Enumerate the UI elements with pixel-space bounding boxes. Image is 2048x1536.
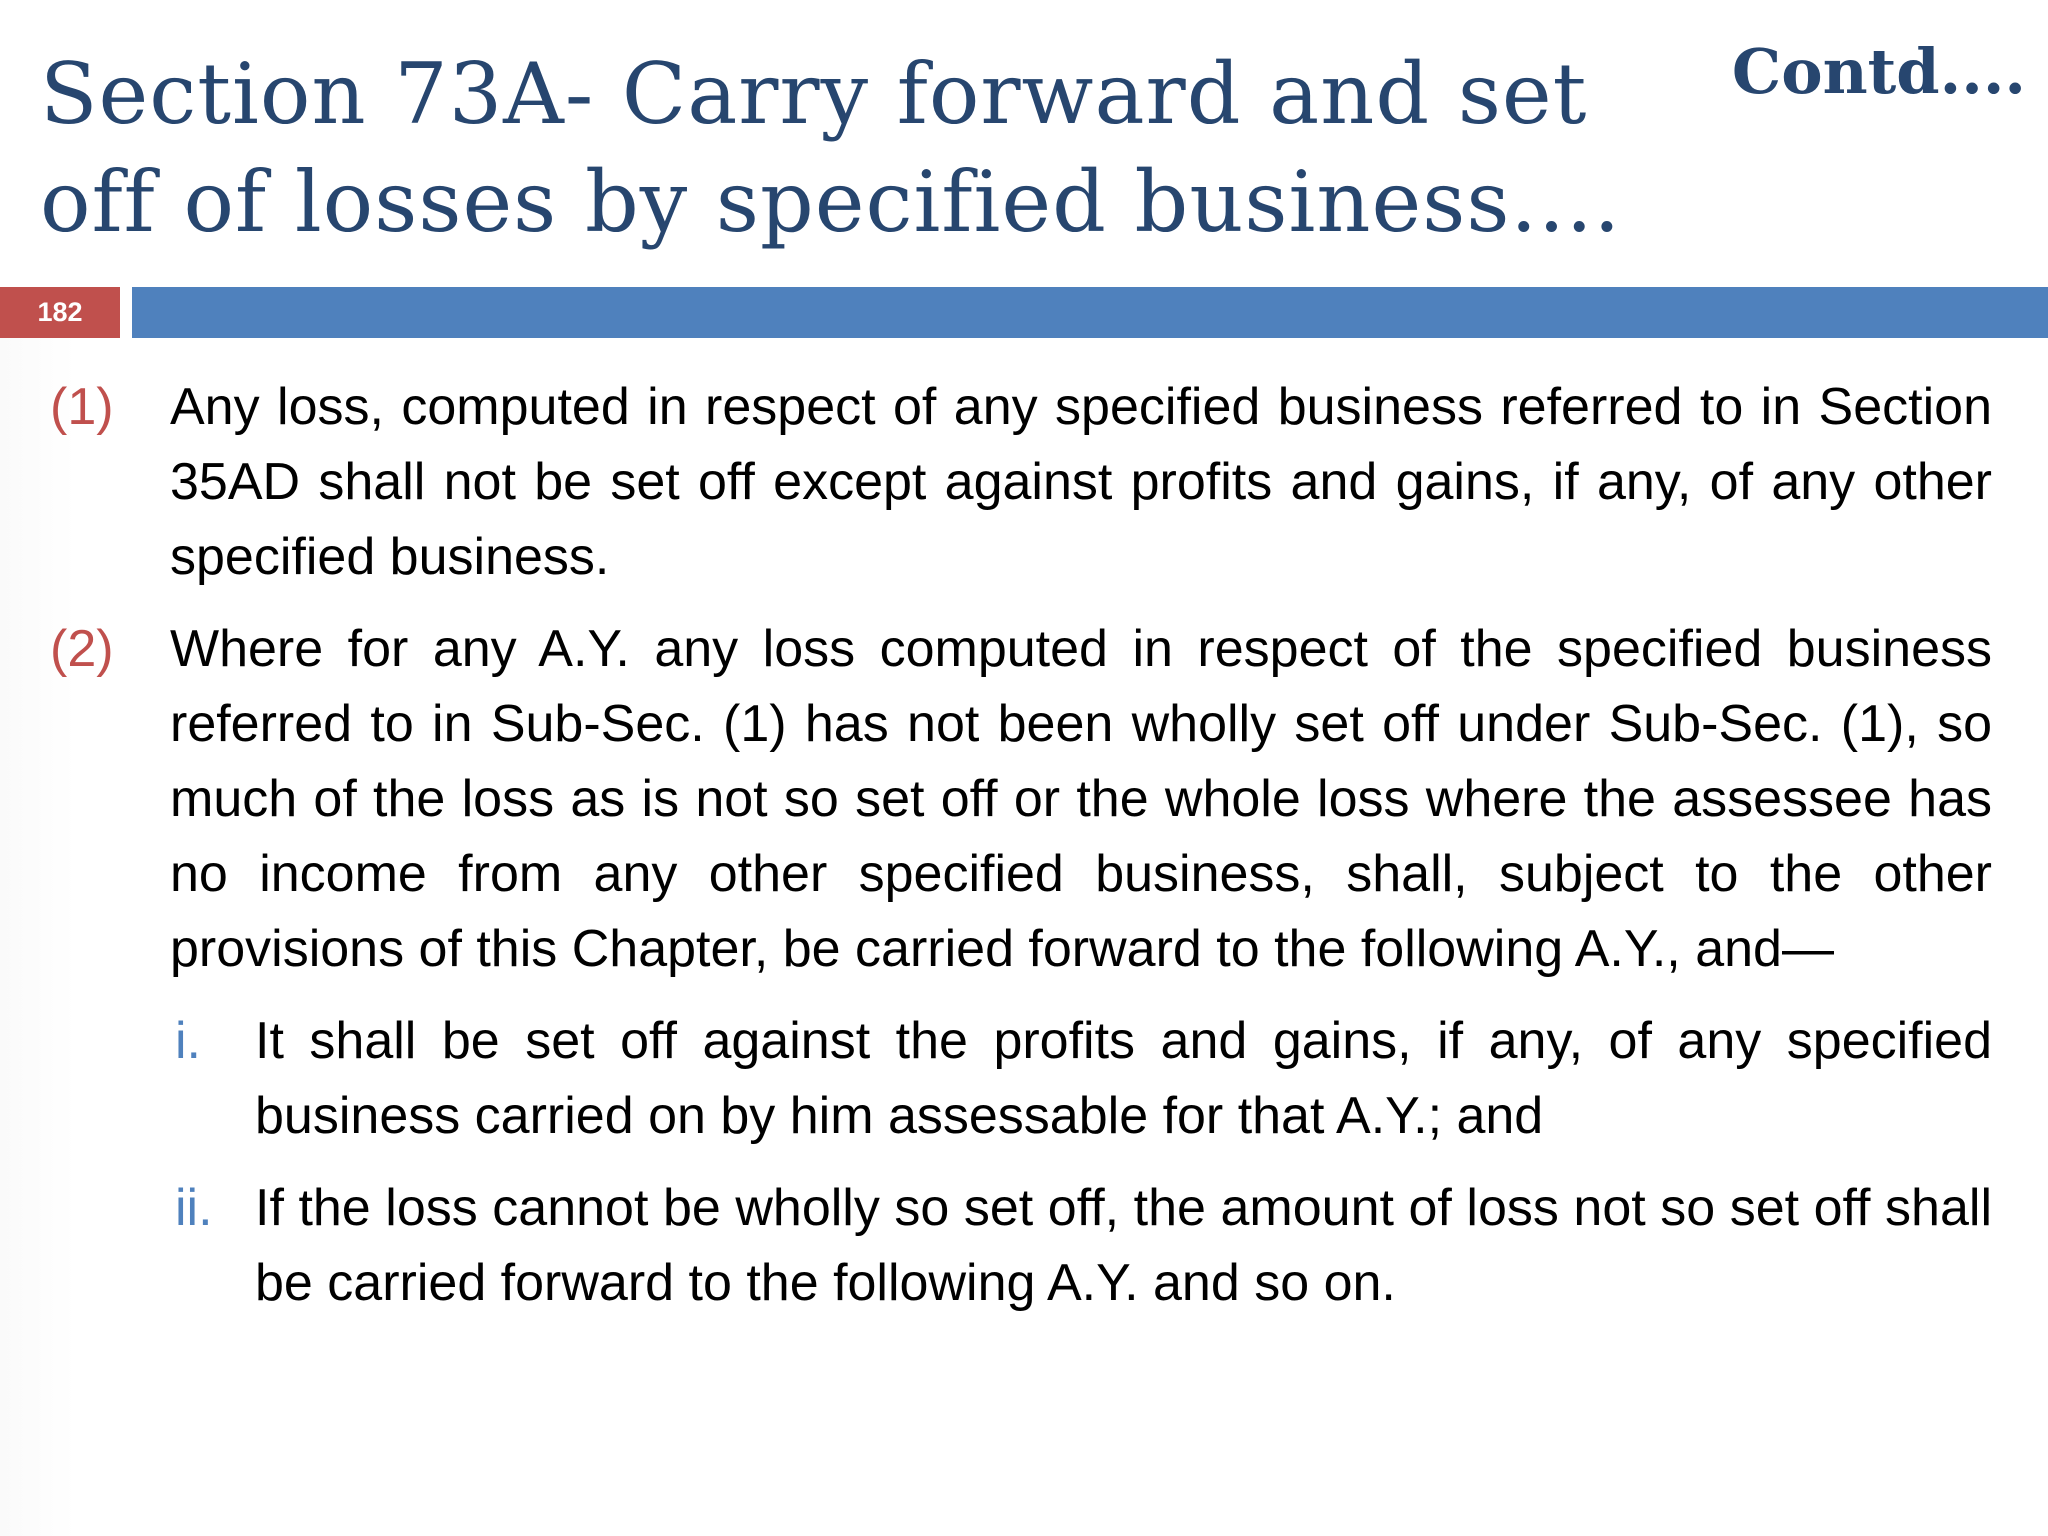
sub-list-item-text: It shall be set off against the profits and gains, if any, of any specified business carried on by him assessable for that A.Y.; and [255, 1012, 1992, 1145]
sub-list-item-marker: ii. [175, 1179, 213, 1237]
contd-label: Contd.... [1731, 35, 2026, 108]
sub-list-item [50, 1004, 1992, 1154]
slide-title: Section 73A- Carry forward and set off of losses by specified business.... [40, 45, 1622, 251]
list-item-text: Any loss, computed in respect of any specified business referred to in Section 35AD shall not be set off except against profits and gains, if any, of any other specified business. [170, 378, 1992, 586]
list-item-marker: (2) [50, 620, 114, 678]
list-item [50, 370, 1992, 595]
list-item [50, 612, 1992, 987]
slide-number-badge: 182 [0, 287, 120, 338]
sub-list-item-text: If the loss cannot be wholly so set off, the amount of loss not so set off shall be carried forward to the following A.Y. and so on. [255, 1179, 1992, 1312]
sub-list-item [50, 1171, 1992, 1321]
header-bar [132, 287, 2048, 338]
slide-body [50, 370, 1992, 1321]
list-item-text: Where for any A.Y. any loss computed in respect of the specified business referred to in Sub-Sec. (1) has not been wholly set off under Sub-Sec. (1), so much of the loss as is not so set off or the whole loss where the assessee has no income from any other specified business, shall, subject to the other provisions of this Chapter, be carried forward to the following A.Y., and— [170, 620, 1992, 978]
sub-list-item-marker: i. [175, 1012, 201, 1070]
list-item-marker: (1) [50, 378, 114, 436]
